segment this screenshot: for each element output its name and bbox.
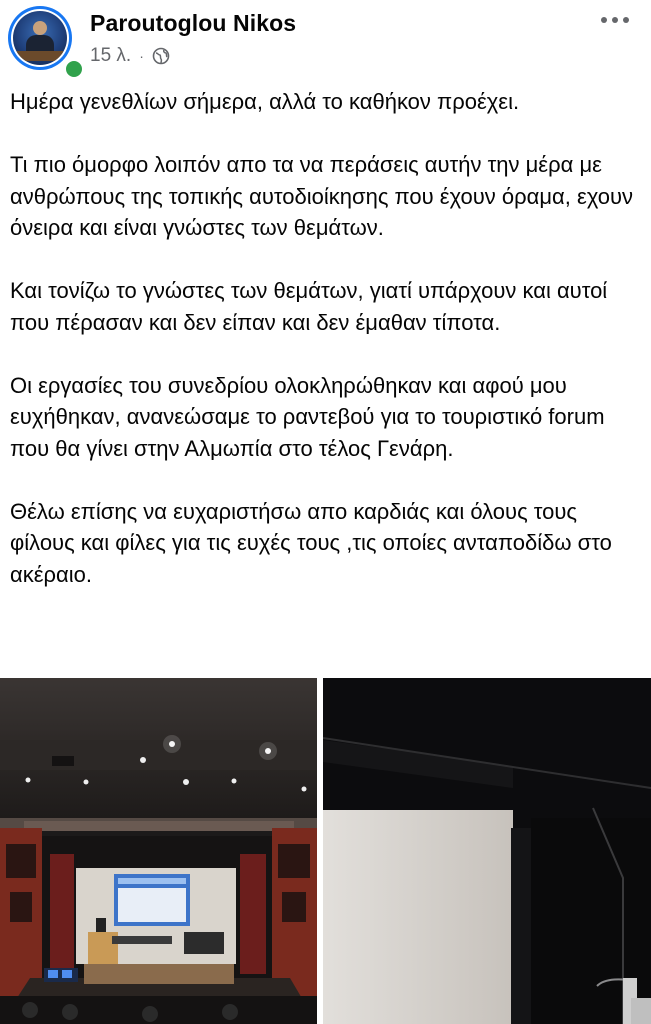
post-paragraph: Ημέρα γενεθλίων σήμερα, αλλά το καθήκον προέχει. — [10, 89, 520, 114]
post-paragraph: Θέλω επίσης να ευχαριστήσω απο καρδιάς και όλους τους φίλους και φίλες για τις ευχές τους ,τις οποίες ανταποδίδω στο ακέραιο. — [10, 498, 612, 587]
avatar[interactable] — [8, 6, 72, 70]
post-paragraph: Και τονίζω το γνώστες των θεμάτων, γιατί υπάρχουν και αυτοί που πέρασαν και δεν είπαν και δεν έμαθαν τίποτα. — [10, 278, 608, 335]
post-paragraph: Οι εργασίες του συνεδρίου ολοκληρώθηκαν και αφού μου ευχήθηκαν, ανανεώσαμε το ραντεβού για το τουριστικό forum που θα γίνει στην Αλμωπία στο τέλος Γενάρη. — [10, 372, 605, 461]
meta-separator: · — [139, 48, 144, 64]
post-photos — [0, 678, 651, 1024]
post-meta — [90, 44, 170, 68]
post-header — [0, 0, 651, 80]
author-name[interactable]: Paroutoglou Nikos — [90, 10, 297, 36]
online-status-dot — [63, 58, 85, 80]
post-paragraph: Τι πιο όμορφο λοιπόν απο τα να περάσεις αυτήν την μέρα με ανθρώπους της τοπικής αυτοδιοίκησης που έχουν όραμα, εχουν όνειρα και είναι γνώστες των θεμάτων. — [10, 152, 634, 240]
post-text — [10, 86, 640, 590]
globe-icon[interactable] — [152, 47, 170, 65]
more-options-icon[interactable] — [601, 10, 629, 30]
photo-stage-curtain[interactable] — [323, 678, 651, 1024]
photo-conference-hall[interactable] — [0, 678, 317, 1024]
post-timestamp[interactable]: 15 λ. — [90, 45, 132, 66]
avatar-image — [13, 11, 67, 65]
